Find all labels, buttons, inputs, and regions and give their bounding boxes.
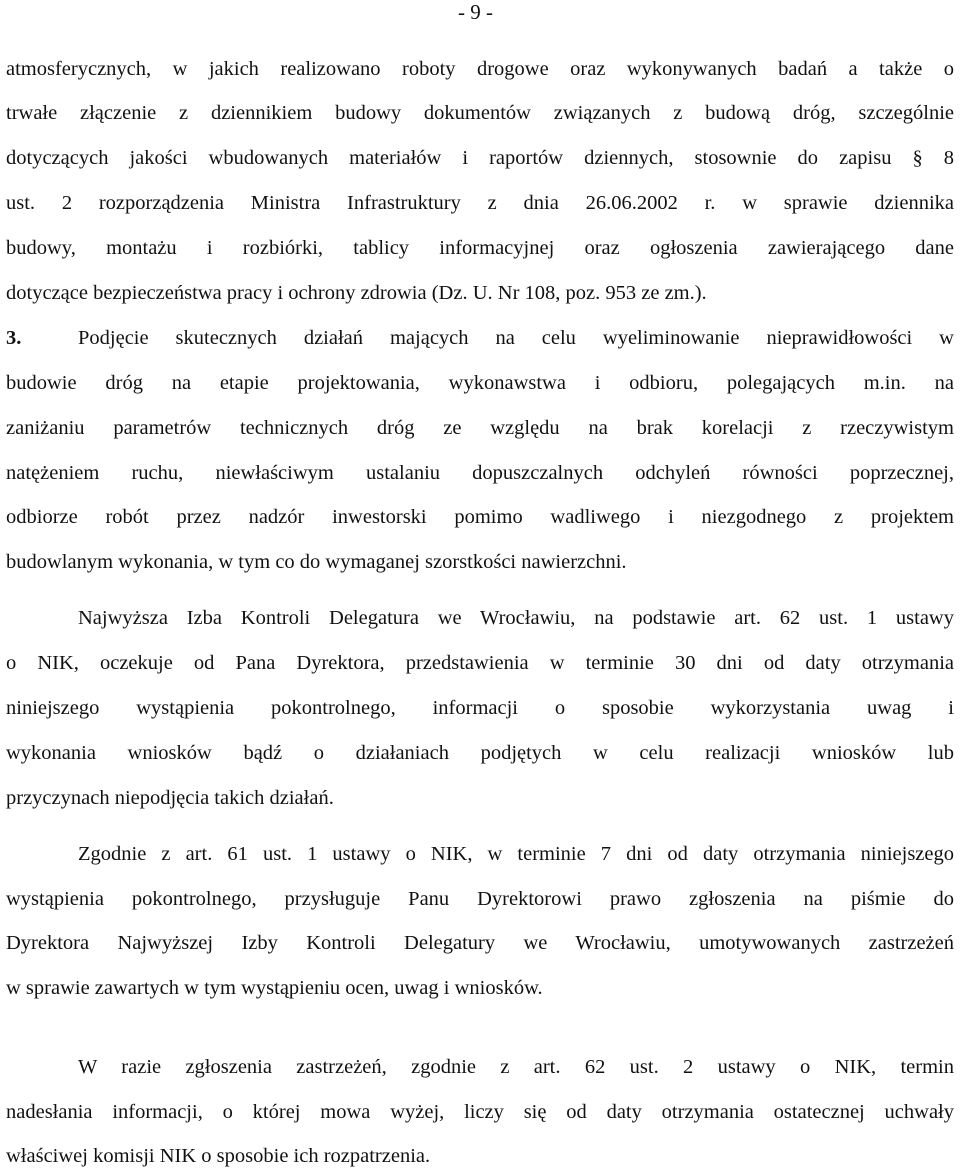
text-line: Dyrektora Najwyższej Izby Kontroli Delegatury we Wrocławiu, umotywowanych zastrzeżeń [6, 932, 954, 954]
text-line: nadesłania informacji, o której mowa wyżej, liczy się od daty otrzymania ostatecznej uchwały [6, 1101, 954, 1123]
text-line: przyczynach niepodjęcia takich działań. [6, 787, 334, 809]
text-line: o NIK, oczekuje od Pana Dyrektora, przedstawienia w terminie 30 dni od daty otrzymania [6, 652, 954, 674]
text-line: budowie dróg na etapie projektowania, wykonawstwa i odbioru, polegających m.in. na [6, 372, 954, 394]
text-line: Najwyższa Izba Kontroli Delegatura we Wrocławiu, na podstawie art. 62 ust. 1 ustawy [78, 607, 954, 629]
text-line: odbiorze robót przez nadzór inwestorski pomimo wadliwego i niezgodnego z projektem [6, 506, 954, 528]
text-line: w sprawie zawartych w tym wystąpieniu ocen, uwag i wniosków. [6, 977, 543, 999]
text-line: atmosferycznych, w jakich realizowano roboty drogowe oraz wykonywanych badań a także o [6, 58, 954, 80]
text-line: trwałe złączenie z dziennikiem budowy dokumentów związanych z budową dróg, szczególnie [6, 102, 954, 124]
text-line: dotyczących jakości wbudowanych materiałów i raportów dziennych, stosownie do zapisu § 8 [6, 147, 954, 169]
text-line: ust. 2 rozporządzenia Ministra Infrastruktury z dnia 26.06.2002 r. w sprawie dziennika [6, 192, 954, 214]
text-line: W razie zgłoszenia zastrzeżeń, zgodnie z art. 62 ust. 2 ustawy o NIK, termin [78, 1056, 954, 1078]
text-line: natężeniem ruchu, niewłaściwym ustalaniu dopuszczalnych odchyleń równości poprzecznej, [6, 462, 954, 484]
text-line: wykonania wniosków bądź o działaniach podjętych w celu realizacji wniosków lub [6, 742, 954, 764]
list-number: 3. [6, 327, 22, 349]
page-number: - 9 - [458, 0, 493, 24]
text-line: niniejszego wystąpienia pokontrolnego, informacji o sposobie wykorzystania uwag i [6, 697, 954, 719]
text-line: zaniżaniu parametrów technicznych dróg ze względu na brak korelacji z rzeczywistym [6, 417, 954, 439]
text-line: budowlanym wykonania, w tym co do wymaganej szorstkości nawierzchni. [6, 551, 627, 573]
text-line: dotyczące bezpieczeństwa pracy i ochrony zdrowia (Dz. U. Nr 108, poz. 953 ze zm.). [6, 282, 707, 304]
text-line: wystąpienia pokontrolnego, przysługuje Panu Dyrektorowi prawo zgłoszenia na piśmie do [6, 888, 954, 910]
text-line: Zgodnie z art. 61 ust. 1 ustawy o NIK, w terminie 7 dni od daty otrzymania niniejszego [78, 843, 954, 865]
text-line: budowy, montażu i rozbiórki, tablicy informacyjnej oraz ogłoszenia zawierającego dane [6, 237, 954, 259]
text-line: właściwej komisji NIK o sposobie ich rozpatrzenia. [6, 1145, 431, 1167]
text-line: Podjęcie skutecznych działań mających na celu wyeliminowanie nieprawidłowości w [78, 327, 954, 349]
